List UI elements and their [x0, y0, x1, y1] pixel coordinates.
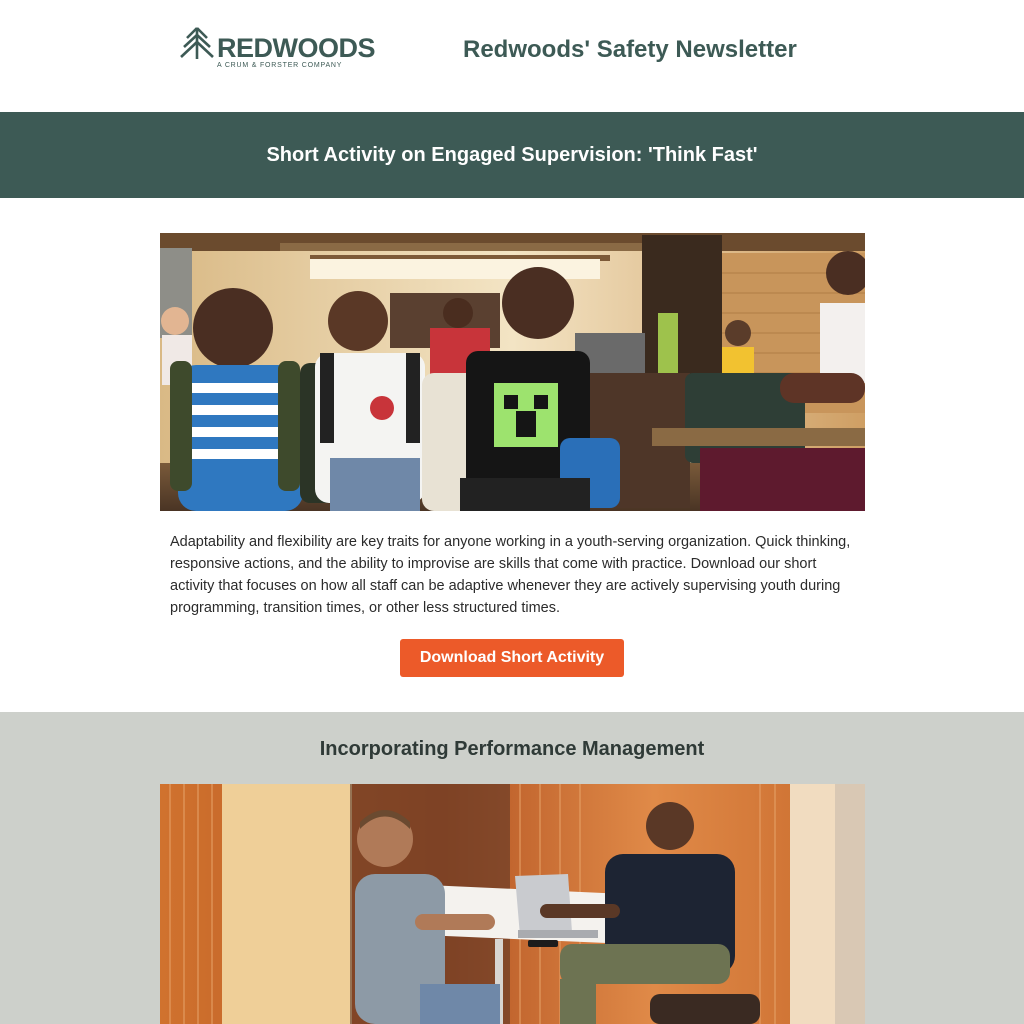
classroom-children-photo	[160, 233, 865, 511]
redwoods-tree-icon	[180, 26, 214, 60]
office-meeting-photo	[160, 784, 865, 1024]
newsletter-title: Redwoods' Safety Newsletter	[463, 36, 797, 63]
logo-tagline: A CRUM & FORSTER COMPANY	[217, 62, 343, 69]
banner-title: Short Activity on Engaged Supervision: 'Think Fast'	[266, 143, 758, 166]
article-body-text: Adaptability and flexibility are key traits for anyone working in a youth-serving organization. Quick thinking, responsive actions, and the ability to improvise are skills that come with practice. Download our short activity that focuses on how all staff can be adaptive whenever they are actively supervising youth during programming, transition times, or other less structured times.	[170, 534, 851, 616]
article-banner	[0, 112, 1024, 198]
redwoods-logo[interactable]	[180, 24, 380, 74]
logo-wordmark: REDWOODS	[217, 33, 375, 63]
performance-management-section	[0, 712, 1024, 1024]
email-header	[0, 0, 1024, 112]
download-short-activity-button[interactable]: Download Short Activity	[400, 639, 624, 677]
section-title: Incorporating Performance Management	[319, 738, 705, 760]
